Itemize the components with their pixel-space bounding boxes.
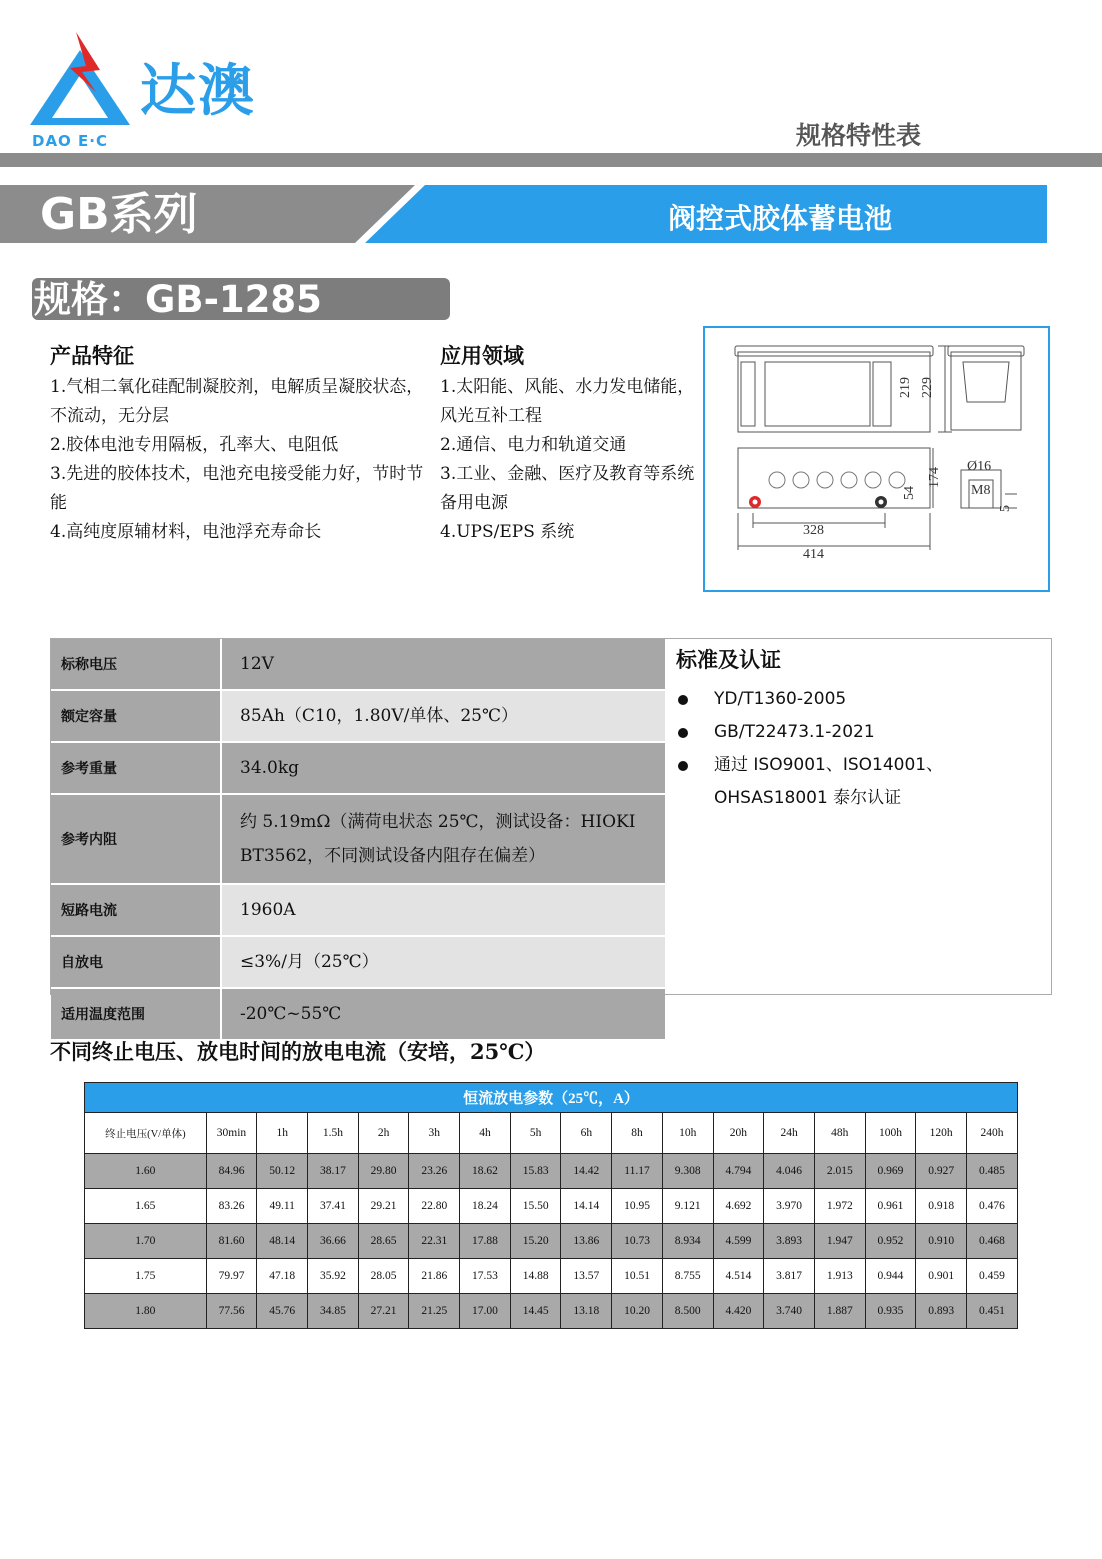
current-cell: 1.913 — [814, 1259, 865, 1294]
application-item: 4.UPS/EPS 系统 — [440, 522, 575, 542]
spec-value: ≤3%/月（25℃） — [221, 936, 665, 988]
current-cell: 45.76 — [257, 1294, 308, 1329]
current-cell: 4.599 — [713, 1224, 764, 1259]
current-cell: 10.73 — [612, 1224, 663, 1259]
standard-item: 通过 ISO9001、ISO14001、OHSAS18001 泰尔认证 — [676, 749, 1046, 815]
current-cell: 0.459 — [966, 1259, 1017, 1294]
current-cell: 1.947 — [814, 1224, 865, 1259]
spec-value: 1960A — [221, 884, 665, 936]
current-cell: 28.05 — [358, 1259, 409, 1294]
current-cell: 15.20 — [510, 1224, 561, 1259]
current-cell: 0.935 — [865, 1294, 916, 1329]
dim-length: 414 — [803, 547, 824, 562]
current-cell: 14.88 — [510, 1259, 561, 1294]
spec-label: 参考内阻 — [51, 794, 221, 884]
bullet-icon — [678, 728, 688, 738]
current-cell: 17.53 — [460, 1259, 511, 1294]
spec-row — [51, 690, 665, 742]
current-cell: 0.944 — [865, 1259, 916, 1294]
header-divider — [0, 153, 1102, 167]
column-header: 2h — [358, 1113, 409, 1154]
document-type: 规格特性表 — [796, 121, 922, 150]
current-cell: 8.934 — [662, 1224, 713, 1259]
current-cell: 35.92 — [308, 1259, 359, 1294]
table-row — [85, 1294, 1018, 1329]
current-cell: 22.80 — [409, 1189, 460, 1224]
standard-item: YD/T1360-2005 — [676, 683, 1046, 716]
bullet-icon — [678, 761, 688, 771]
feature-item: 1.气相二氧化硅配制凝胶剂，电解质呈凝胶状态，不流动，无分层 — [50, 377, 424, 426]
spec-label: 标称电压 — [51, 639, 221, 690]
column-header: 6h — [561, 1113, 612, 1154]
column-header: 120h — [916, 1113, 967, 1154]
application-item: 2.通信、电力和轨道交通 — [440, 435, 627, 455]
feature-item: 3.先进的胶体技术，电池充电接受能力好，节时节能 — [50, 464, 424, 513]
spec-row — [51, 794, 665, 884]
current-cell: 0.952 — [865, 1224, 916, 1259]
discharge-heading: 不同终止电压、放电时间的放电电流（安培，25℃） — [50, 1039, 546, 1064]
spec-value: 85Ah（C10，1.80V/单体、25℃） — [221, 690, 665, 742]
current-cell: 17.88 — [460, 1224, 511, 1259]
spec-label: 短路电流 — [51, 884, 221, 936]
product-type-title: 阀控式胶体蓄电池 — [668, 202, 893, 235]
current-cell: 79.97 — [206, 1259, 257, 1294]
current-cell: 77.56 — [206, 1294, 257, 1329]
logo-english-name: DAO E·C — [32, 132, 108, 150]
applications-list — [440, 373, 695, 547]
current-cell: 1.972 — [814, 1189, 865, 1224]
current-cell: 27.21 — [358, 1294, 409, 1329]
current-cell: 10.20 — [612, 1294, 663, 1329]
series-title: GB系列 — [40, 189, 198, 240]
current-cell: 23.26 — [409, 1154, 460, 1189]
current-cell: 15.83 — [510, 1154, 561, 1189]
current-cell: 8.500 — [662, 1294, 713, 1329]
application-item: 3.工业、金融、医疗及教育等系统备用电源 — [440, 464, 695, 513]
column-header: 1h — [257, 1113, 308, 1154]
column-header: 24h — [764, 1113, 815, 1154]
corner-header: 终止电压(V/单体) — [85, 1113, 207, 1154]
dimension-drawing — [703, 326, 1050, 592]
current-cell: 29.21 — [358, 1189, 409, 1224]
current-cell: 14.45 — [510, 1294, 561, 1329]
current-cell: 4.794 — [713, 1154, 764, 1189]
current-cell: 48.14 — [257, 1224, 308, 1259]
current-cell: 13.86 — [561, 1224, 612, 1259]
column-header: 10h — [662, 1113, 713, 1154]
current-cell: 21.25 — [409, 1294, 460, 1329]
table-row — [85, 1224, 1018, 1259]
current-cell: 81.60 — [206, 1224, 257, 1259]
current-cell: 14.42 — [561, 1154, 612, 1189]
current-cell: 49.11 — [257, 1189, 308, 1224]
current-cell: 17.00 — [460, 1294, 511, 1329]
current-cell: 4.692 — [713, 1189, 764, 1224]
current-cell: 50.12 — [257, 1154, 308, 1189]
model-label: 规格：GB-1285 — [34, 278, 322, 321]
column-header: 1.5h — [308, 1113, 359, 1154]
end-voltage-cell: 1.75 — [85, 1259, 207, 1294]
battery-side-view — [951, 352, 1021, 430]
standards-list — [676, 683, 1046, 815]
current-cell: 0.468 — [966, 1224, 1017, 1259]
current-cell: 38.17 — [308, 1154, 359, 1189]
current-cell: 8.755 — [662, 1259, 713, 1294]
dim-total-height: 229 — [920, 377, 935, 398]
features-list — [50, 373, 425, 547]
current-cell: 84.96 — [206, 1154, 257, 1189]
spec-row — [51, 884, 665, 936]
spec-value: -20℃~55℃ — [221, 988, 665, 1040]
current-cell: 0.451 — [966, 1294, 1017, 1329]
current-cell: 47.18 — [257, 1259, 308, 1294]
current-cell: 21.86 — [409, 1259, 460, 1294]
current-cell: 0.476 — [966, 1189, 1017, 1224]
current-cell: 10.51 — [612, 1259, 663, 1294]
spec-row — [51, 988, 665, 1040]
spec-value: 约 5.19mΩ（满荷电状态 25℃，测试设备：HIOKI BT3562，不同测试设备内阻存在偏差） — [221, 794, 665, 884]
column-header: 3h — [409, 1113, 460, 1154]
current-cell: 3.893 — [764, 1224, 815, 1259]
current-cell: 9.308 — [662, 1154, 713, 1189]
current-cell: 10.95 — [612, 1189, 663, 1224]
current-cell: 4.046 — [764, 1154, 815, 1189]
spec-label: 参考重量 — [51, 742, 221, 794]
column-header: 4h — [460, 1113, 511, 1154]
dim-height: 219 — [898, 377, 913, 398]
current-cell: 0.910 — [916, 1224, 967, 1259]
spec-table — [51, 639, 665, 1041]
current-cell: 0.918 — [916, 1189, 967, 1224]
current-cell: 18.62 — [460, 1154, 511, 1189]
current-cell: 9.121 — [662, 1189, 713, 1224]
current-cell: 13.57 — [561, 1259, 612, 1294]
spec-row — [51, 639, 665, 690]
table-row — [85, 1154, 1018, 1189]
spec-row — [51, 742, 665, 794]
spec-value: 12V — [221, 639, 665, 690]
current-cell: 34.85 — [308, 1294, 359, 1329]
discharge-table-caption: 恒流放电参数（25℃，A） — [85, 1083, 1018, 1113]
current-cell: 4.420 — [713, 1294, 764, 1329]
bullet-icon — [678, 695, 688, 705]
column-header: 5h — [510, 1113, 561, 1154]
spec-label: 自放电 — [51, 936, 221, 988]
end-voltage-cell: 1.65 — [85, 1189, 207, 1224]
spec-label: 适用温度范围 — [51, 988, 221, 1040]
feature-item: 4.高纯度原辅材料，电池浮充寿命长 — [50, 522, 322, 542]
spec-row — [51, 936, 665, 988]
current-cell: 0.901 — [916, 1259, 967, 1294]
column-header: 100h — [865, 1113, 916, 1154]
current-cell: 29.80 — [358, 1154, 409, 1189]
features-heading: 产品特征 — [50, 343, 134, 368]
current-cell: 2.015 — [814, 1154, 865, 1189]
application-item: 1.太阳能、风能、水力发电储能，风光互补工程 — [440, 377, 695, 426]
current-cell: 3.970 — [764, 1189, 815, 1224]
table-row — [85, 1189, 1018, 1224]
current-cell: 3.740 — [764, 1294, 815, 1329]
end-voltage-cell: 1.70 — [85, 1224, 207, 1259]
current-cell: 36.66 — [308, 1224, 359, 1259]
dim-bolt-diameter: Ø16 — [967, 459, 992, 474]
spec-value: 34.0kg — [221, 742, 665, 794]
current-cell: 4.514 — [713, 1259, 764, 1294]
column-header: 8h — [612, 1113, 663, 1154]
discharge-table — [84, 1082, 1018, 1329]
column-header: 20h — [713, 1113, 764, 1154]
current-cell: 1.887 — [814, 1294, 865, 1329]
dim-depth: 5 — [998, 505, 1013, 512]
end-voltage-cell: 1.80 — [85, 1294, 207, 1329]
current-cell: 3.817 — [764, 1259, 815, 1294]
current-cell: 22.31 — [409, 1224, 460, 1259]
standard-item: GB/T22473.1-2021 — [676, 716, 1046, 749]
current-cell: 14.14 — [561, 1189, 612, 1224]
current-cell: 28.65 — [358, 1224, 409, 1259]
current-cell: 0.927 — [916, 1154, 967, 1189]
dim-thread: M8 — [971, 483, 991, 498]
current-cell: 37.41 — [308, 1189, 359, 1224]
dim-width: 174 — [927, 467, 942, 488]
applications-heading: 应用领域 — [440, 343, 524, 368]
current-cell: 18.24 — [460, 1189, 511, 1224]
current-cell: 0.893 — [916, 1294, 967, 1329]
column-header: 48h — [814, 1113, 865, 1154]
current-cell: 0.961 — [865, 1189, 916, 1224]
column-header: 30min — [206, 1113, 257, 1154]
current-cell: 11.17 — [612, 1154, 663, 1189]
dim-terminal: 54 — [902, 486, 917, 500]
standards-heading: 标准及认证 — [676, 647, 781, 672]
column-header: 240h — [966, 1113, 1017, 1154]
dim-inner: 328 — [803, 523, 824, 538]
logo-chinese-name: 达澳 — [140, 59, 256, 124]
end-voltage-cell: 1.60 — [85, 1154, 207, 1189]
feature-item: 2.胶体电池专用隔板，孔率大、电阻低 — [50, 435, 339, 455]
current-cell: 0.969 — [865, 1154, 916, 1189]
current-cell: 13.18 — [561, 1294, 612, 1329]
current-cell: 83.26 — [206, 1189, 257, 1224]
current-cell: 0.485 — [966, 1154, 1017, 1189]
current-cell: 15.50 — [510, 1189, 561, 1224]
table-row — [85, 1259, 1018, 1294]
spec-label: 额定容量 — [51, 690, 221, 742]
